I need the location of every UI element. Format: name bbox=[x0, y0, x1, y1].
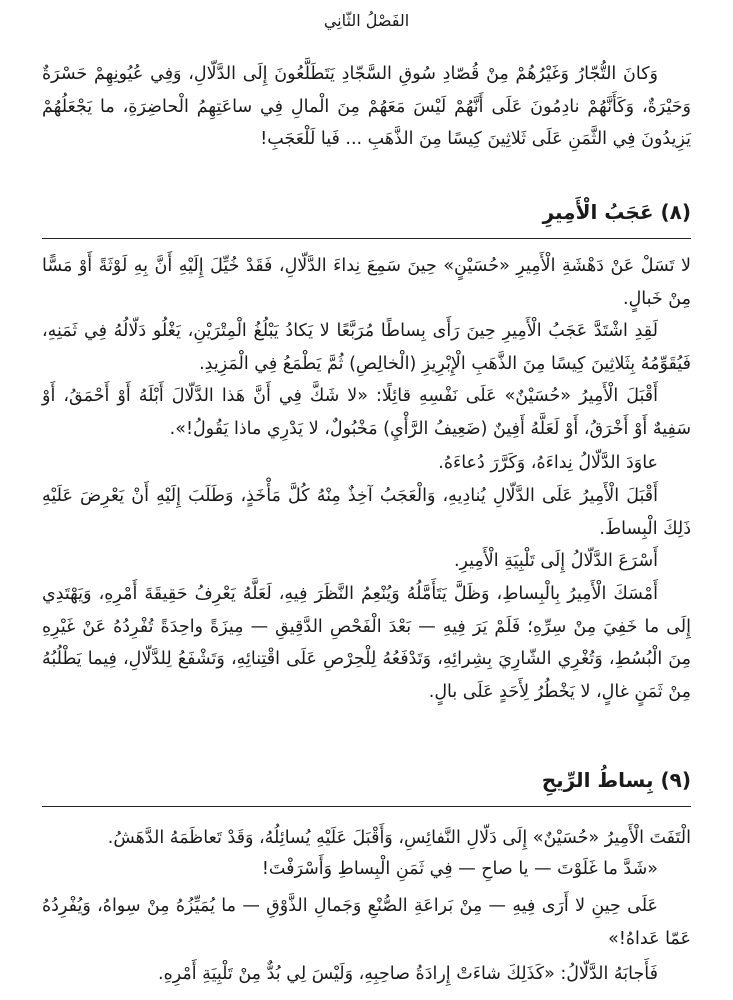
section-9-rule bbox=[42, 806, 691, 807]
section-9-paragraph-4: فَأَجابَهُ الدَّلّالُ: «كَذَلِكَ شاءَتْ إِرادَةُ صاحِبِهِ، وَلَيْسَ لِي بُدٌّ مِنْ تَلْبِيَةِ أَمْرِهِ. bbox=[158, 964, 658, 984]
section-8-paragraph-6: أَسْرَعَ الدَّلّالُ إِلَى تَلْبِيَةِ الْأَمِيرِ. bbox=[453, 551, 658, 571]
section-9-paragraph-2: «شَدَّ ما غَلَوْتَ — يا صاحِ — فِي ثَمَنِ الْبِساطِ وَأَسْرَفْتَ! bbox=[261, 859, 658, 879]
running-header: الفَصْلُ الثّانِي bbox=[323, 11, 410, 30]
section-9-paragraph-3: عَلَى حِينِ لا أَرَى فِيهِ — مِنْ بَراعَةِ الصُّنْعِ وَجَمالِ الذَّوْقِ — ما يُمَيِّزُهُ مِنْ سِواهُ، وَيُفْرِدُهُ عَمّا عَداهُ!» bbox=[42, 896, 691, 949]
section-8-paragraph-1: لا تَسَلْ عَنْ دَهْشَةِ الْأَمِيرِ «حُسَيْنٍ» حِينَ سَمِعَ نِداءَ الدَّلّالِ، فَقَدْ خُيِّلَ إِلَيْهِ أَنَّ بِهِ لَوْثَةً أَوْ مَسًّا مِنْ خَبالٍ. bbox=[42, 256, 691, 309]
section-8-paragraph-2: لَقِدِ اشْتَدَّ عَجَبُ الْأَمِيرِ حِينَ رَأَى بِساطًا مُرَبَّعًا لا يَكادُ يَبْلُغُ الْمِتْرَيْنِ، يَغْلُو دَلّالُهُ فِي ثَمَنِهِ، فَيُقَوِّمُهُ بِثَلاثِينَ كِيسًا مِنَ الذَّهَبِ الْإِبْرِيزِ (الْخالِصِ) ثُمَّ يَطْمَعُ فِي الْمَزِيدِ. bbox=[42, 321, 691, 374]
intro-paragraph: وَكانَ التُّجّارُ وَغَيْرُهُمْ مِنْ قُصّادِ سُوقِ السَّجّادِ يَتَطَلَّعُونَ إِلَى الدَّلّالِ، وَفِي عُيُونِهِمْ حَسْرَةٌ وَحَيْرَةٌ، وَكَأَنَّهُمْ نادِمُونَ عَلَى أَنَّهُمْ لَيْسَ مَعَهُمْ مِنَ الْمالِ فِي ساعَتِهِمُ الْحاضِرَةِ، ما يَجْعَلُهُمْ يَزِيدُونَ فِي الثَّمَنِ عَلَى ثَلاثِينَ كِيسًا مِنَ الذَّهَبِ ... فَيا لَلْعَجَبِ! bbox=[42, 64, 691, 149]
section-8-rule bbox=[42, 238, 691, 239]
section-8-paragraph-7: أَمْسَكَ الْأَمِيرُ بِالْبِساطِ، وَظَلَّ يَتَأَمَّلُهُ وَيُنْعِمُ النَّظَرَ فِيهِ، لَعَلَّهُ يَعْرِفُ حَقِيقَةَ أَمْرِهِ، وَيَهْتَدِي إِلَى ما خَفِيَ مِنْ سِرِّهِ؛ فَلَمْ يَرَ فِيهِ — بَعْدَ الْفَحْصِ الدَّقِيقِ — مِيزَةً واحِدَةً تُفْرِدُهُ عَنْ غَيْرِهِ مِنَ الْبُسُطِ، وَتُغْرِي الشّارِيَ بِشِرائِهِ، وَتَدْفَعُهُ لِلْحِرْصِ عَلَى اقْتِنائِهِ، وَتَشْفَعُ لِلدَّلّالِ، فِيما يَطْلُبُهُ مِنْ ثَمَنٍ غالٍ، لا يَخْطُرُ لِأَحَدٍ عَلَى بالٍ. bbox=[42, 584, 691, 702]
section-8-paragraph-3: أَقْبَلَ الْأَمِيرُ «حُسَيْنٌ» عَلَى نَفْسِهِ قائِلًا: «لا شَكَّ فِي أَنَّ هَذا الدَّلّالَ أَبْلَهُ أَوْ أَحْمَقُ، أَوْ سَفِيهٌ أَوْ أَخْرَقُ، أَوْ لَعَلَّهُ أَفِينٌ (ضَعِيفُ الرَّأْيِ) مَخْبُولٌ، لا يَدْرِي ماذا يَقُولُ!». bbox=[42, 386, 691, 439]
section-8-paragraph-4: عاوَدَ الدَّلّالُ نِداءَهُ، وَكَرَّرَ دُعاءَهُ. bbox=[438, 453, 658, 473]
section-9-title: (٩) بِساطُ الرِّيحِ bbox=[541, 768, 691, 792]
section-8-title: (٨) عَجَبُ الْأَمِيرِ bbox=[542, 200, 691, 224]
section-8-paragraph-5: أَقْبَلَ الْأَمِيرُ عَلَى الدَّلّالِ يُنادِيهِ، وَالْعَجَبُ آخِذٌ مِنْهُ كُلَّ مَأْخَذٍ، وَطَلَبَ إِلَيْهِ أَنْ يَعْرِضَ عَلَيْهِ ذَلِكَ الْبِساطَ. bbox=[42, 486, 691, 539]
section-9-paragraph-1: الْتَفَتَ الْأَمِيرُ «حُسَيْنٌ» إِلَى دَلّالِ النَّفائِسِ، وَأَقْبَلَ عَلَيْهِ يُسائِلُهُ، وَقَدْ تَعاظَمَهُ الدَّهَشُ. bbox=[107, 828, 691, 848]
